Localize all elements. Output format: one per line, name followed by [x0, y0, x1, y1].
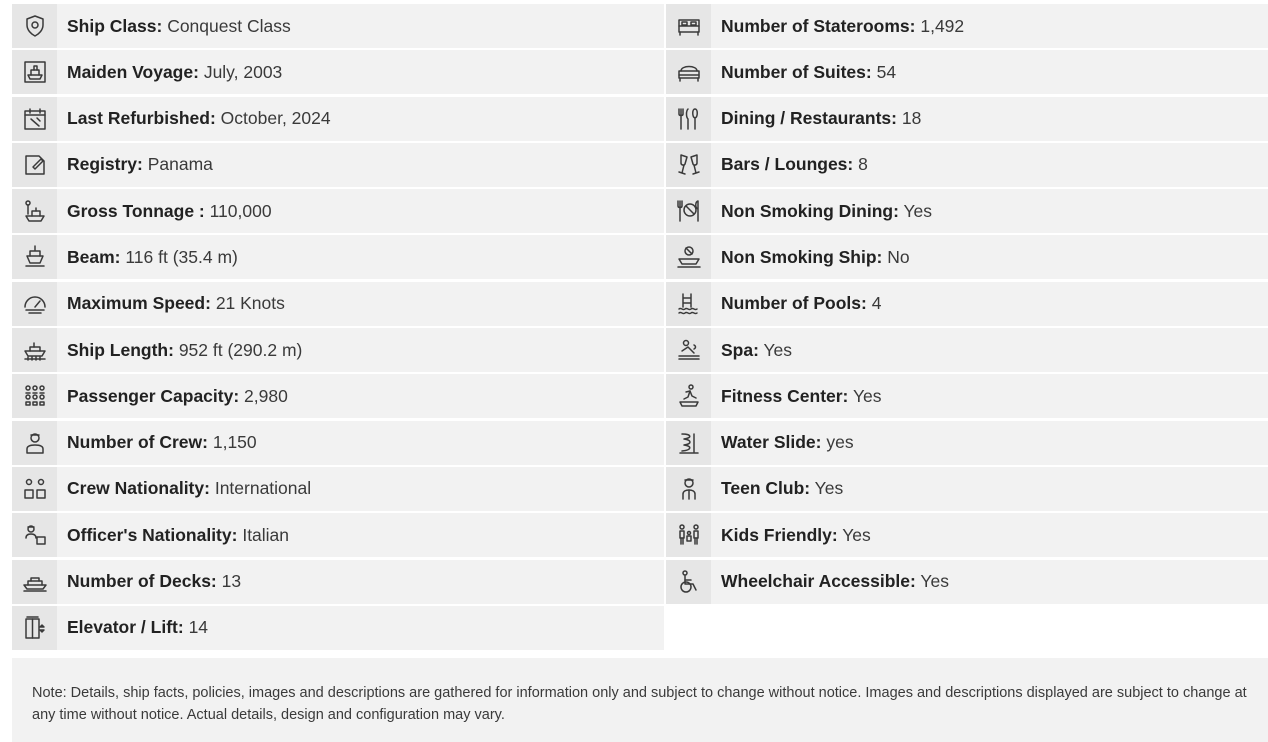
left-facts-column	[12, 4, 664, 652]
fact-row	[12, 50, 664, 94]
elevator-icon	[12, 606, 57, 650]
fact-row	[12, 328, 664, 372]
fact-text	[711, 340, 792, 361]
fact-row	[666, 50, 1268, 94]
ship-bow-icon	[12, 235, 57, 279]
fact-label: Number of Decks:	[67, 571, 217, 592]
fact-text	[57, 525, 289, 546]
fact-value: Yes	[842, 524, 871, 545]
fact-text	[57, 478, 311, 499]
fact-text	[57, 432, 257, 453]
fact-label: Maiden Voyage:	[67, 61, 199, 82]
fact-row	[666, 467, 1268, 511]
fact-text	[711, 201, 932, 222]
fact-label: Elevator / Lift:	[67, 617, 184, 638]
fact-row	[666, 189, 1268, 233]
fact-row	[666, 421, 1268, 465]
suite-bed-icon	[666, 50, 711, 94]
fact-text	[711, 571, 949, 592]
fact-row	[666, 513, 1268, 557]
fact-text	[711, 293, 881, 314]
fact-label: Non Smoking Dining:	[721, 200, 899, 221]
champagne-glasses-icon	[666, 143, 711, 187]
fact-text	[57, 617, 208, 638]
fact-value: 1,492	[920, 15, 965, 36]
shield-crest-icon	[12, 4, 57, 48]
fact-row	[666, 560, 1268, 604]
fact-value: 2,980	[244, 385, 288, 406]
fact-label: Crew Nationality:	[67, 478, 210, 499]
fact-value: Yes	[852, 385, 882, 406]
fact-text	[57, 386, 288, 407]
fact-value: Panama	[147, 154, 213, 175]
fact-label: Ship Class:	[67, 15, 163, 36]
fact-row	[12, 97, 664, 141]
fact-label: Last Refurbished:	[67, 108, 216, 129]
fact-row	[12, 235, 664, 279]
fact-label: Number of Crew:	[67, 432, 208, 453]
fact-text	[57, 247, 238, 268]
fact-value: 54	[876, 61, 897, 82]
fact-value: July, 2003	[203, 61, 283, 82]
fact-row	[12, 4, 664, 48]
fact-row	[666, 4, 1268, 48]
fact-value: 8	[858, 154, 868, 175]
crane-ship-icon	[12, 189, 57, 233]
fact-text	[711, 478, 843, 499]
fact-text	[711, 386, 882, 407]
fact-value: 18	[901, 108, 922, 129]
fact-text	[57, 108, 331, 129]
fitness-icon	[666, 374, 711, 418]
fact-value: October, 2024	[220, 108, 331, 129]
fact-label: Kids Friendly:	[721, 524, 838, 545]
fact-value: 13	[221, 571, 242, 592]
fact-row	[666, 374, 1268, 418]
teen-icon	[666, 467, 711, 511]
fact-label: Number of Staterooms:	[721, 15, 916, 36]
fact-value: Yes	[920, 571, 949, 592]
fact-text	[711, 16, 964, 37]
cutlery-icon	[666, 97, 711, 141]
water-slide-icon	[666, 421, 711, 465]
fact-row	[12, 143, 664, 187]
right-facts-column	[666, 4, 1268, 606]
fact-text	[57, 340, 302, 361]
fact-text	[57, 201, 272, 222]
fact-text	[711, 247, 910, 268]
fact-row	[12, 374, 664, 418]
kids-family-icon	[666, 513, 711, 557]
fact-row	[12, 467, 664, 511]
fact-text	[57, 154, 213, 175]
fact-text	[711, 108, 921, 129]
fact-value: Yes	[903, 200, 933, 221]
crew-member-icon	[12, 421, 57, 465]
fact-value: No	[887, 246, 910, 267]
fact-row	[12, 513, 664, 557]
registry-tag-icon	[12, 143, 57, 187]
fact-text	[711, 525, 871, 546]
crew-pair-icon	[12, 467, 57, 511]
fact-value: 110,000	[209, 200, 272, 221]
fact-label: Teen Club:	[721, 478, 811, 499]
fact-label: Gross Tonnage :	[67, 200, 205, 221]
fact-value: Yes	[814, 478, 844, 499]
fact-label: Officer's Nationality:	[67, 524, 238, 545]
fact-label: Registry:	[67, 154, 143, 175]
fact-text	[57, 571, 241, 592]
wheelchair-icon	[666, 560, 711, 604]
ship-decks-icon	[12, 560, 57, 604]
fact-value: 14	[188, 617, 209, 638]
calendar-wrench-icon	[12, 97, 57, 141]
fact-value: 21 Knots	[215, 293, 285, 314]
spa-icon	[666, 328, 711, 372]
fact-label: Beam:	[67, 246, 121, 267]
fact-text	[711, 62, 896, 83]
officer-icon	[12, 513, 57, 557]
fact-row	[666, 235, 1268, 279]
fact-label: Fitness Center:	[721, 385, 849, 406]
fact-value: Italian	[242, 524, 290, 545]
fact-text	[57, 62, 282, 83]
fact-row	[666, 328, 1268, 372]
fact-text	[57, 16, 291, 37]
fact-value: 1,150	[212, 432, 257, 453]
fact-label: Spa:	[721, 339, 759, 360]
fact-row	[12, 560, 664, 604]
fact-label: Number of Pools:	[721, 293, 867, 314]
fact-label: Dining / Restaurants:	[721, 108, 897, 129]
fact-row	[12, 189, 664, 233]
passenger-group-icon	[12, 374, 57, 418]
fact-text	[57, 293, 285, 314]
fact-row	[12, 421, 664, 465]
fact-value: International	[214, 478, 312, 499]
speedometer-icon	[12, 282, 57, 326]
fact-label: Water Slide:	[721, 432, 822, 453]
fact-value: yes	[826, 432, 854, 453]
fact-label: Wheelchair Accessible:	[721, 571, 916, 592]
fact-row	[666, 143, 1268, 187]
fact-row	[12, 282, 664, 326]
fact-label: Ship Length:	[67, 339, 174, 360]
fact-value: 4	[871, 293, 882, 314]
fact-value: 952 ft (290.2 m)	[178, 339, 303, 360]
bed-icon	[666, 4, 711, 48]
fact-label: Number of Suites:	[721, 61, 872, 82]
ship-ruler-icon	[12, 328, 57, 372]
fact-row	[12, 606, 664, 650]
fact-value: Conquest Class	[167, 15, 291, 36]
ship-frame-icon	[12, 50, 57, 94]
fact-label: Passenger Capacity:	[67, 385, 240, 406]
fact-text	[711, 154, 868, 175]
fact-text	[711, 432, 854, 453]
no-smoking-dining-icon	[666, 189, 711, 233]
fact-label: Bars / Lounges:	[721, 154, 854, 175]
fact-value: 116 ft (35.4 m)	[125, 246, 238, 267]
fact-row	[666, 97, 1268, 141]
disclaimer-note: Note: Details, ship facts, policies, images and descriptions are gathered for information only and subject to change without notice. Images and descriptions displayed are subject to change at any time without notice. Actual details, design and configuration may vary.	[12, 658, 1268, 742]
fact-label: Non Smoking Ship:	[721, 246, 883, 267]
pool-icon	[666, 282, 711, 326]
fact-value: Yes	[763, 339, 793, 360]
no-smoking-ship-icon	[666, 235, 711, 279]
fact-label: Maximum Speed:	[67, 293, 211, 314]
fact-row	[666, 282, 1268, 326]
